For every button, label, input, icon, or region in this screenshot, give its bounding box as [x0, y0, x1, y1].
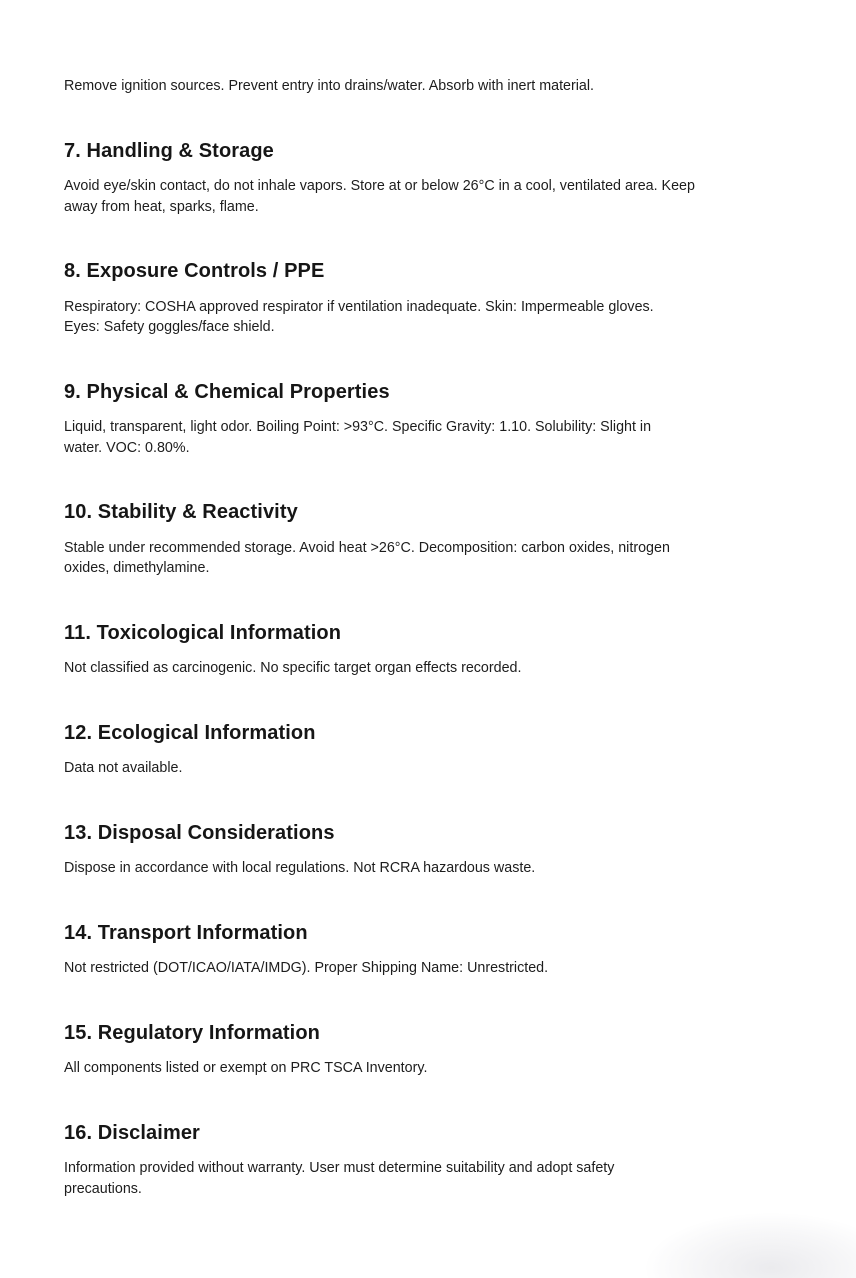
sds-section: [64, 379, 792, 459]
section-body-text: Information provided without warranty. User must determine suitability and adopt safety precautions.: [64, 1160, 615, 1197]
section-body-text: Dispose in accordance with local regulations. Not RCRA hazardous waste.: [64, 860, 536, 876]
section-body-text: Avoid eye/skin contact, do not inhale vapors. Store at or below 26°C in a cool, ventilated area. Keep away from heat, sparks, flame.: [64, 178, 695, 215]
sds-section: [64, 1020, 792, 1079]
sds-section: [64, 258, 792, 338]
section-heading: 15. Regulatory Information: [64, 1021, 320, 1044]
section-heading: 9. Physical & Chemical Properties: [64, 380, 390, 403]
section-body-text: All components listed or exempt on PRC TSCA Inventory.: [64, 1060, 428, 1076]
page-corner-smudge: [646, 1213, 856, 1278]
sds-section: [64, 820, 792, 879]
sections-container: [64, 138, 792, 1200]
section-heading: 8. Exposure Controls / PPE: [64, 260, 325, 282]
section-heading: 10. Stability & Reactivity: [64, 501, 298, 523]
section-body-text: Not classified as carcinogenic. No specific target organ effects recorded.: [64, 660, 522, 676]
section-heading: 13. Disposal Considerations: [64, 821, 335, 844]
section-heading: 7. Handling & Storage: [64, 139, 274, 162]
section-heading: 11. Toxicological Information: [64, 621, 342, 644]
section-body-text: Respiratory: COSHA approved respirator if ventilation inadequate. Skin: Impermeable gloves. Eyes: Safety goggles/face shield.: [64, 298, 654, 335]
section-heading: 12. Ecological Information: [64, 721, 316, 744]
sds-section: [64, 499, 792, 579]
section-body-text: Liquid, transparent, light odor. Boiling Point: >93°C. Specific Gravity: 1.10. Solubility: Slight in water. VOC: 0.80%.: [64, 419, 652, 456]
section-body-text: Stable under recommended storage. Avoid heat >26°C. Decomposition: carbon oxides, nitrogen oxides, dimethylamine.: [64, 539, 670, 576]
section-heading: 16. Disclaimer: [64, 1121, 200, 1144]
section-body-text: Data not available.: [64, 760, 183, 776]
sds-section: [64, 1120, 792, 1200]
sds-section: [64, 138, 792, 218]
sds-section: [64, 620, 792, 679]
sds-section: [64, 720, 792, 779]
section-heading: 14. Transport Information: [64, 921, 308, 944]
section-body-text: Not restricted (DOT/ICAO/IATA/IMDG). Proper Shipping Name: Unrestricted.: [64, 960, 549, 976]
sds-section: [64, 920, 792, 979]
spill-measures-continuation-text: Remove ignition sources. Prevent entry into drains/water. Absorb with inert material.: [64, 78, 595, 94]
